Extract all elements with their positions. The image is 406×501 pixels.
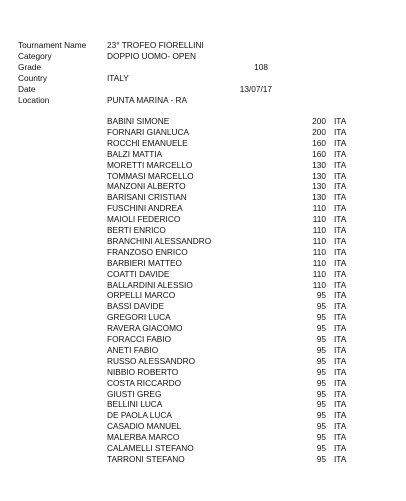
player-country: ITA — [334, 235, 347, 246]
player-country: ITA — [334, 170, 347, 181]
player-points: 95 — [316, 334, 326, 344]
player-name: BALZI MATTIA — [107, 148, 163, 159]
player-points: 110 — [312, 268, 326, 279]
player-country: ITA — [334, 323, 347, 334]
player-points: 130 — [312, 192, 326, 203]
player-country: ITA — [334, 159, 347, 170]
player-points: 95 — [316, 344, 326, 355]
player-country: ITA — [334, 344, 347, 355]
player-country: ITA — [334, 290, 347, 301]
player-points: 95 — [316, 388, 326, 399]
player-row — [0, 225, 406, 236]
player-points: 160 — [312, 148, 326, 159]
player-row — [0, 258, 406, 269]
player-row — [0, 399, 406, 410]
player-row — [0, 334, 406, 345]
player-points: 200 — [312, 126, 326, 137]
player-country: ITA — [334, 399, 347, 410]
player-country: ITA — [334, 257, 347, 268]
player-country: ITA — [334, 268, 347, 279]
player-name: RUSSO ALESSANDRO — [107, 355, 196, 366]
player-name: FRANZOSO ENRICO — [107, 246, 188, 257]
player-country: ITA — [334, 116, 347, 126]
player-name: BABINI SIMONE — [107, 116, 170, 126]
meta-value: 23° TROFEO FIORELLINI — [107, 40, 204, 50]
player-row — [0, 421, 406, 432]
player-name: FORNARI GIANLUCA — [107, 126, 190, 137]
player-row — [0, 214, 406, 225]
player-points: 110 — [312, 257, 326, 268]
meta-label: Country — [18, 73, 48, 83]
player-country: ITA — [334, 225, 347, 235]
player-name: COATTI DAVIDE — [107, 268, 170, 279]
player-row — [0, 116, 406, 127]
player-name: BALLARDINI ALESSIO — [107, 279, 193, 290]
player-points: 110 — [312, 235, 326, 246]
player-country: ITA — [334, 421, 347, 432]
player-points: 130 — [312, 170, 326, 181]
player-points: 200 — [312, 116, 326, 126]
player-row — [0, 127, 406, 138]
player-row — [0, 367, 406, 378]
meta-label: Grade — [18, 62, 42, 72]
player-row — [0, 181, 406, 192]
meta-value: DOPPIO UOMO- OPEN — [107, 51, 196, 61]
player-row — [0, 171, 406, 182]
player-name: ORPELLI MARCO — [107, 290, 176, 301]
player-points: 110 — [312, 203, 326, 214]
player-points: 95 — [316, 410, 326, 421]
player-row — [0, 378, 406, 389]
player-country: ITA — [334, 388, 347, 399]
player-row — [0, 454, 406, 465]
player-name: BARBIERI MATTEO — [107, 257, 182, 268]
player-name: FORACCI FABIO — [107, 334, 172, 344]
player-points: 95 — [316, 301, 326, 312]
player-row — [0, 160, 406, 171]
player-country: ITA — [334, 301, 347, 312]
player-country: ITA — [334, 203, 347, 214]
player-name: NIBBIO ROBERTO — [107, 366, 179, 377]
player-points: 95 — [316, 312, 326, 323]
player-country: ITA — [334, 453, 347, 464]
player-country: ITA — [334, 355, 347, 366]
player-country: ITA — [334, 443, 347, 453]
player-points: 95 — [316, 443, 326, 453]
meta-value: 108 — [254, 62, 268, 72]
player-country: ITA — [334, 214, 347, 225]
meta-value: PUNTA MARINA - RA — [107, 95, 188, 105]
player-country: ITA — [334, 246, 347, 257]
meta-row-category — [0, 51, 406, 62]
player-row — [0, 301, 406, 312]
player-name: TARRONI STEFANO — [107, 453, 185, 464]
player-name: TOMMASI MARCELLO — [107, 170, 194, 181]
player-points: 95 — [316, 421, 326, 432]
player-name: MALERBA MARCO — [107, 432, 180, 443]
player-row — [0, 269, 406, 280]
player-row — [0, 149, 406, 160]
player-points: 95 — [316, 290, 326, 301]
player-name: FUSCHINI ANDREA — [107, 203, 183, 214]
player-points: 160 — [312, 137, 326, 148]
player-row — [0, 432, 406, 443]
player-name: CASADIO MANUEL — [107, 421, 182, 432]
player-name: MAIOLI FEDERICO — [107, 214, 181, 225]
player-row — [0, 236, 406, 247]
player-country: ITA — [334, 410, 347, 421]
player-row — [0, 443, 406, 454]
player-row — [0, 247, 406, 258]
player-row — [0, 203, 406, 214]
player-name: BASSI DAVIDE — [107, 301, 165, 312]
player-points: 95 — [316, 399, 326, 410]
meta-row-grade — [0, 62, 406, 73]
player-country: ITA — [334, 377, 347, 388]
player-country: ITA — [334, 192, 347, 203]
player-points: 95 — [316, 366, 326, 377]
player-name: COSTA RICCARDO — [107, 377, 182, 388]
player-country: ITA — [334, 334, 347, 344]
player-name: MANZONI ALBERTO — [107, 181, 186, 192]
player-points: 130 — [312, 159, 326, 170]
player-country: ITA — [334, 137, 347, 148]
player-name: RAVERA GIACOMO — [107, 323, 183, 334]
player-points: 95 — [316, 432, 326, 443]
player-name: BELLINI LUCA — [107, 399, 163, 410]
player-row — [0, 138, 406, 149]
player-points: 110 — [312, 246, 326, 257]
meta-row-tournament-name — [0, 40, 406, 51]
player-country: ITA — [334, 126, 347, 137]
player-name: CALAMELLI STEFANO — [107, 443, 194, 453]
player-points: 110 — [312, 214, 326, 225]
meta-label: Tournament Name — [18, 40, 87, 50]
meta-value: ITALY — [107, 73, 129, 83]
player-name: DE PAOLA LUCA — [107, 410, 172, 421]
player-row — [0, 389, 406, 400]
player-row — [0, 312, 406, 323]
player-country: ITA — [334, 181, 347, 192]
player-name: MORETTI MARCELLO — [107, 159, 193, 170]
player-name: BRANCHINI ALESSANDRO — [107, 235, 212, 246]
player-points: 95 — [316, 377, 326, 388]
player-points: 95 — [316, 453, 326, 464]
meta-label: Category — [18, 51, 52, 61]
meta-row-country — [0, 73, 406, 84]
player-country: ITA — [334, 148, 347, 159]
player-row — [0, 280, 406, 291]
player-row — [0, 192, 406, 203]
player-country: ITA — [334, 366, 347, 377]
meta-label: Date — [18, 84, 36, 94]
player-row — [0, 410, 406, 421]
meta-row-location — [0, 95, 406, 106]
player-name: ANETI FABIO — [107, 344, 159, 355]
player-name: GREGORI LUCA — [107, 312, 171, 323]
meta-row-date — [0, 84, 406, 95]
player-points: 130 — [312, 181, 326, 192]
player-country: ITA — [334, 432, 347, 443]
player-points: 95 — [316, 355, 326, 366]
player-name: BERTI ENRICO — [107, 225, 166, 235]
player-country: ITA — [334, 312, 347, 323]
player-points: 110 — [312, 225, 326, 235]
player-name: GIUSTI GREG — [107, 388, 162, 399]
player-name: ROCCHI EMANUELE — [107, 137, 188, 148]
player-name: BARISANI CRISTIAN — [107, 192, 187, 203]
player-points: 95 — [316, 323, 326, 334]
player-row — [0, 323, 406, 334]
player-row — [0, 345, 406, 356]
meta-value: 13/07/17 — [239, 84, 272, 94]
player-points: 110 — [312, 279, 326, 290]
meta-label: Location — [18, 95, 50, 105]
player-row — [0, 290, 406, 301]
player-row — [0, 356, 406, 367]
player-country: ITA — [334, 279, 347, 290]
